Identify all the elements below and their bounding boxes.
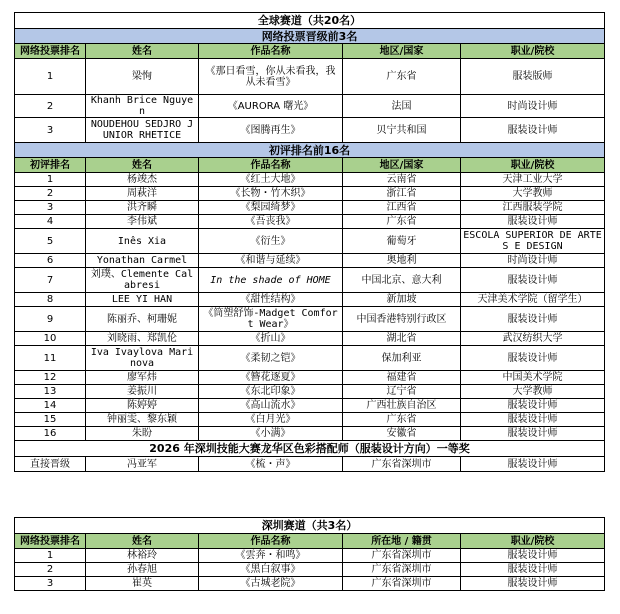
table-row <box>15 385 605 399</box>
region-cell: 广东省深圳市 <box>343 577 461 591</box>
table-row <box>15 307 605 332</box>
rank-cell: 3 <box>15 577 86 591</box>
global-track-title: 全球赛道（共20名） <box>15 13 605 29</box>
name-cell: 刘晓雨、郑凯伦 <box>86 332 199 346</box>
name-cell: Khanh Brice Nguyen <box>86 95 199 118</box>
name-cell: 梁恂 <box>86 59 199 95</box>
job-cell: 服装设计师 <box>461 346 605 371</box>
col-header: 作品名称 <box>199 44 343 59</box>
region-cell: 葡萄牙 <box>343 229 461 254</box>
name-cell: 林裕玲 <box>86 549 199 563</box>
table-row <box>15 229 605 254</box>
col-header: 姓名 <box>86 44 199 59</box>
rank-cell: 直接晋级 <box>15 457 86 472</box>
work-cell: 《和谐与延续》 <box>199 254 343 268</box>
job-cell: 服装版师 <box>461 59 605 95</box>
rank-cell: 1 <box>15 549 86 563</box>
global-track-table <box>14 12 605 472</box>
table-row <box>15 59 605 95</box>
work-cell: 《AURORA 曙光》 <box>199 95 343 118</box>
job-cell: 服装设计师 <box>461 307 605 332</box>
region-cell: 云南省 <box>343 173 461 187</box>
work-cell: 《那日看雪，你从未看我，我从未看雪》 <box>199 59 343 95</box>
shenzhen-header-row <box>15 534 605 549</box>
rank-cell: 3 <box>15 201 86 215</box>
region-cell: 湖北省 <box>343 332 461 346</box>
rank-cell: 8 <box>15 293 86 307</box>
rank-cell: 1 <box>15 59 86 95</box>
rank-cell: 6 <box>15 254 86 268</box>
name-cell: 周萩洋 <box>86 187 199 201</box>
job-cell: 中国美术学院 <box>461 371 605 385</box>
work-cell: 《黑白叙事》 <box>199 563 343 577</box>
job-cell: 服装设计师 <box>461 427 605 441</box>
region-cell: 广东省 <box>343 59 461 95</box>
region-cell: 广东省深圳市 <box>343 563 461 577</box>
table-row <box>15 346 605 371</box>
work-cell: In the shade of HOME <box>199 268 343 293</box>
work-cell: 《折山》 <box>199 332 343 346</box>
job-cell: 服装设计师 <box>461 215 605 229</box>
name-cell: 钟丽雯、黎东颖 <box>86 413 199 427</box>
name-cell: 洪齐瞬 <box>86 201 199 215</box>
rank-cell: 14 <box>15 399 86 413</box>
prize-section-title: 2026 年深圳技能大赛龙华区色彩搭配师（服装设计方向）一等奖 <box>15 441 605 457</box>
table-row <box>15 577 605 591</box>
col-header: 所在地 / 籍贯 <box>343 534 461 549</box>
col-header: 职业/院校 <box>461 158 605 173</box>
name-cell: 杨竣杰 <box>86 173 199 187</box>
job-cell: 时尚设计师 <box>461 95 605 118</box>
col-header: 网络投票排名 <box>15 44 86 59</box>
rank-cell: 2 <box>15 95 86 118</box>
region-cell: 贝宁共和国 <box>343 118 461 143</box>
work-cell: 《白月光》 <box>199 413 343 427</box>
table-row <box>15 563 605 577</box>
work-cell: 《雲奔・和鸣》 <box>199 549 343 563</box>
region-cell: 福建省 <box>343 371 461 385</box>
region-cell: 广东省 <box>343 215 461 229</box>
region-cell: 广西壮族自治区 <box>343 399 461 413</box>
name-cell: 李伟斌 <box>86 215 199 229</box>
shenzhen-track-title: 深圳赛道（共3名） <box>15 518 605 534</box>
job-cell: 天津工业大学 <box>461 173 605 187</box>
col-header: 职业/院校 <box>461 534 605 549</box>
name-cell: 朱盼 <box>86 427 199 441</box>
name-cell: 崔英 <box>86 577 199 591</box>
work-cell: 《长物・竹木织》 <box>199 187 343 201</box>
job-cell: 服装设计师 <box>461 563 605 577</box>
name-cell: 陈丽乔、柯珊妮 <box>86 307 199 332</box>
name-cell: 廖军炜 <box>86 371 199 385</box>
col-header: 地区/国家 <box>343 158 461 173</box>
work-cell: 《梨园绮梦》 <box>199 201 343 215</box>
region-cell: 中国香港特别行政区 <box>343 307 461 332</box>
job-cell: 服装设计师 <box>461 413 605 427</box>
region-cell: 广东省 <box>343 413 461 427</box>
work-cell: 《东北印象》 <box>199 385 343 399</box>
rank-cell: 12 <box>15 371 86 385</box>
name-cell: Inês Xia <box>86 229 199 254</box>
rank-cell: 16 <box>15 427 86 441</box>
work-cell: 《筒塑舒饰-Madget Comfort Wear》 <box>199 307 343 332</box>
rank-cell: 2 <box>15 187 86 201</box>
job-cell: 武汉纺织大学 <box>461 332 605 346</box>
job-cell: 服装设计师 <box>461 549 605 563</box>
region-cell: 新加坡 <box>343 293 461 307</box>
table-row <box>15 215 605 229</box>
work-cell: 《簪花逐夏》 <box>199 371 343 385</box>
table-row <box>15 118 605 143</box>
col-header: 职业/院校 <box>461 44 605 59</box>
prelim-header-row <box>15 158 605 173</box>
job-cell: 时尚设计师 <box>461 254 605 268</box>
name-cell: 孙春旭 <box>86 563 199 577</box>
work-cell: 《吾丧我》 <box>199 215 343 229</box>
name-cell: 姜振川 <box>86 385 199 399</box>
region-cell: 广东省深圳市 <box>343 457 461 472</box>
table-row <box>15 399 605 413</box>
region-cell: 保加利亚 <box>343 346 461 371</box>
work-cell: 《梳・声》 <box>199 457 343 472</box>
prelim-section-title: 初评排名前16名 <box>15 143 605 158</box>
table-row <box>15 187 605 201</box>
region-cell: 安徽省 <box>343 427 461 441</box>
online-vote-header-row <box>15 44 605 59</box>
job-cell: 服装设计师 <box>461 577 605 591</box>
job-cell: 服装设计师 <box>461 118 605 143</box>
region-cell: 辽宁省 <box>343 385 461 399</box>
job-cell: 服装设计师 <box>461 268 605 293</box>
name-cell: Yonathan Carmel <box>86 254 199 268</box>
name-cell: Iva Ivaylova Marinova <box>86 346 199 371</box>
job-cell: ESCOLA SUPERIOR DE ARTES E DESIGN <box>461 229 605 254</box>
rank-cell: 2 <box>15 563 86 577</box>
job-cell: 天津美术学院（留学生） <box>461 293 605 307</box>
table-row <box>15 457 605 472</box>
table-row <box>15 413 605 427</box>
work-cell: 《古城老院》 <box>199 577 343 591</box>
work-cell: 《柔韧之铠》 <box>199 346 343 371</box>
name-cell: LEE YI HAN <box>86 293 199 307</box>
job-cell: 大学教师 <box>461 187 605 201</box>
work-cell: 《小满》 <box>199 427 343 441</box>
rank-cell: 4 <box>15 215 86 229</box>
table-row <box>15 268 605 293</box>
rank-cell: 5 <box>15 229 86 254</box>
col-header: 姓名 <box>86 534 199 549</box>
work-cell: 《高山流水》 <box>199 399 343 413</box>
table-row <box>15 95 605 118</box>
work-cell: 《图腾再生》 <box>199 118 343 143</box>
col-header: 作品名称 <box>199 534 343 549</box>
table-row <box>15 332 605 346</box>
table-row <box>15 427 605 441</box>
work-cell: 《衍生》 <box>199 229 343 254</box>
name-cell: 陈婷婷 <box>86 399 199 413</box>
rank-cell: 10 <box>15 332 86 346</box>
region-cell: 广东省深圳市 <box>343 549 461 563</box>
online-vote-section-title: 网络投票晋级前3名 <box>15 29 605 44</box>
table-row <box>15 371 605 385</box>
region-cell: 中国北京、意大利 <box>343 268 461 293</box>
col-header: 姓名 <box>86 158 199 173</box>
name-cell: NOUDEHOU SEDJRO JUNIOR RHETICE <box>86 118 199 143</box>
rank-cell: 3 <box>15 118 86 143</box>
work-cell: 《红土大地》 <box>199 173 343 187</box>
job-cell: 江西服装学院 <box>461 201 605 215</box>
region-cell: 奥地利 <box>343 254 461 268</box>
name-cell: 刘璞、Clemente Calabresi <box>86 268 199 293</box>
table-row <box>15 173 605 187</box>
col-header: 作品名称 <box>199 158 343 173</box>
table-row <box>15 254 605 268</box>
rank-cell: 7 <box>15 268 86 293</box>
job-cell: 服装设计师 <box>461 399 605 413</box>
rank-cell: 11 <box>15 346 86 371</box>
rank-cell: 1 <box>15 173 86 187</box>
region-cell: 江西省 <box>343 201 461 215</box>
rank-cell: 15 <box>15 413 86 427</box>
job-cell: 服装设计师 <box>461 457 605 472</box>
rank-cell: 13 <box>15 385 86 399</box>
work-cell: 《甜性结构》 <box>199 293 343 307</box>
name-cell: 冯亚军 <box>86 457 199 472</box>
col-header: 地区/国家 <box>343 44 461 59</box>
table-row <box>15 293 605 307</box>
shenzhen-track-table <box>14 517 605 591</box>
col-header: 网络投票排名 <box>15 534 86 549</box>
table-row <box>15 549 605 563</box>
job-cell: 大学教师 <box>461 385 605 399</box>
rank-cell: 9 <box>15 307 86 332</box>
region-cell: 法国 <box>343 95 461 118</box>
region-cell: 浙江省 <box>343 187 461 201</box>
col-header: 初评排名 <box>15 158 86 173</box>
table-row <box>15 201 605 215</box>
